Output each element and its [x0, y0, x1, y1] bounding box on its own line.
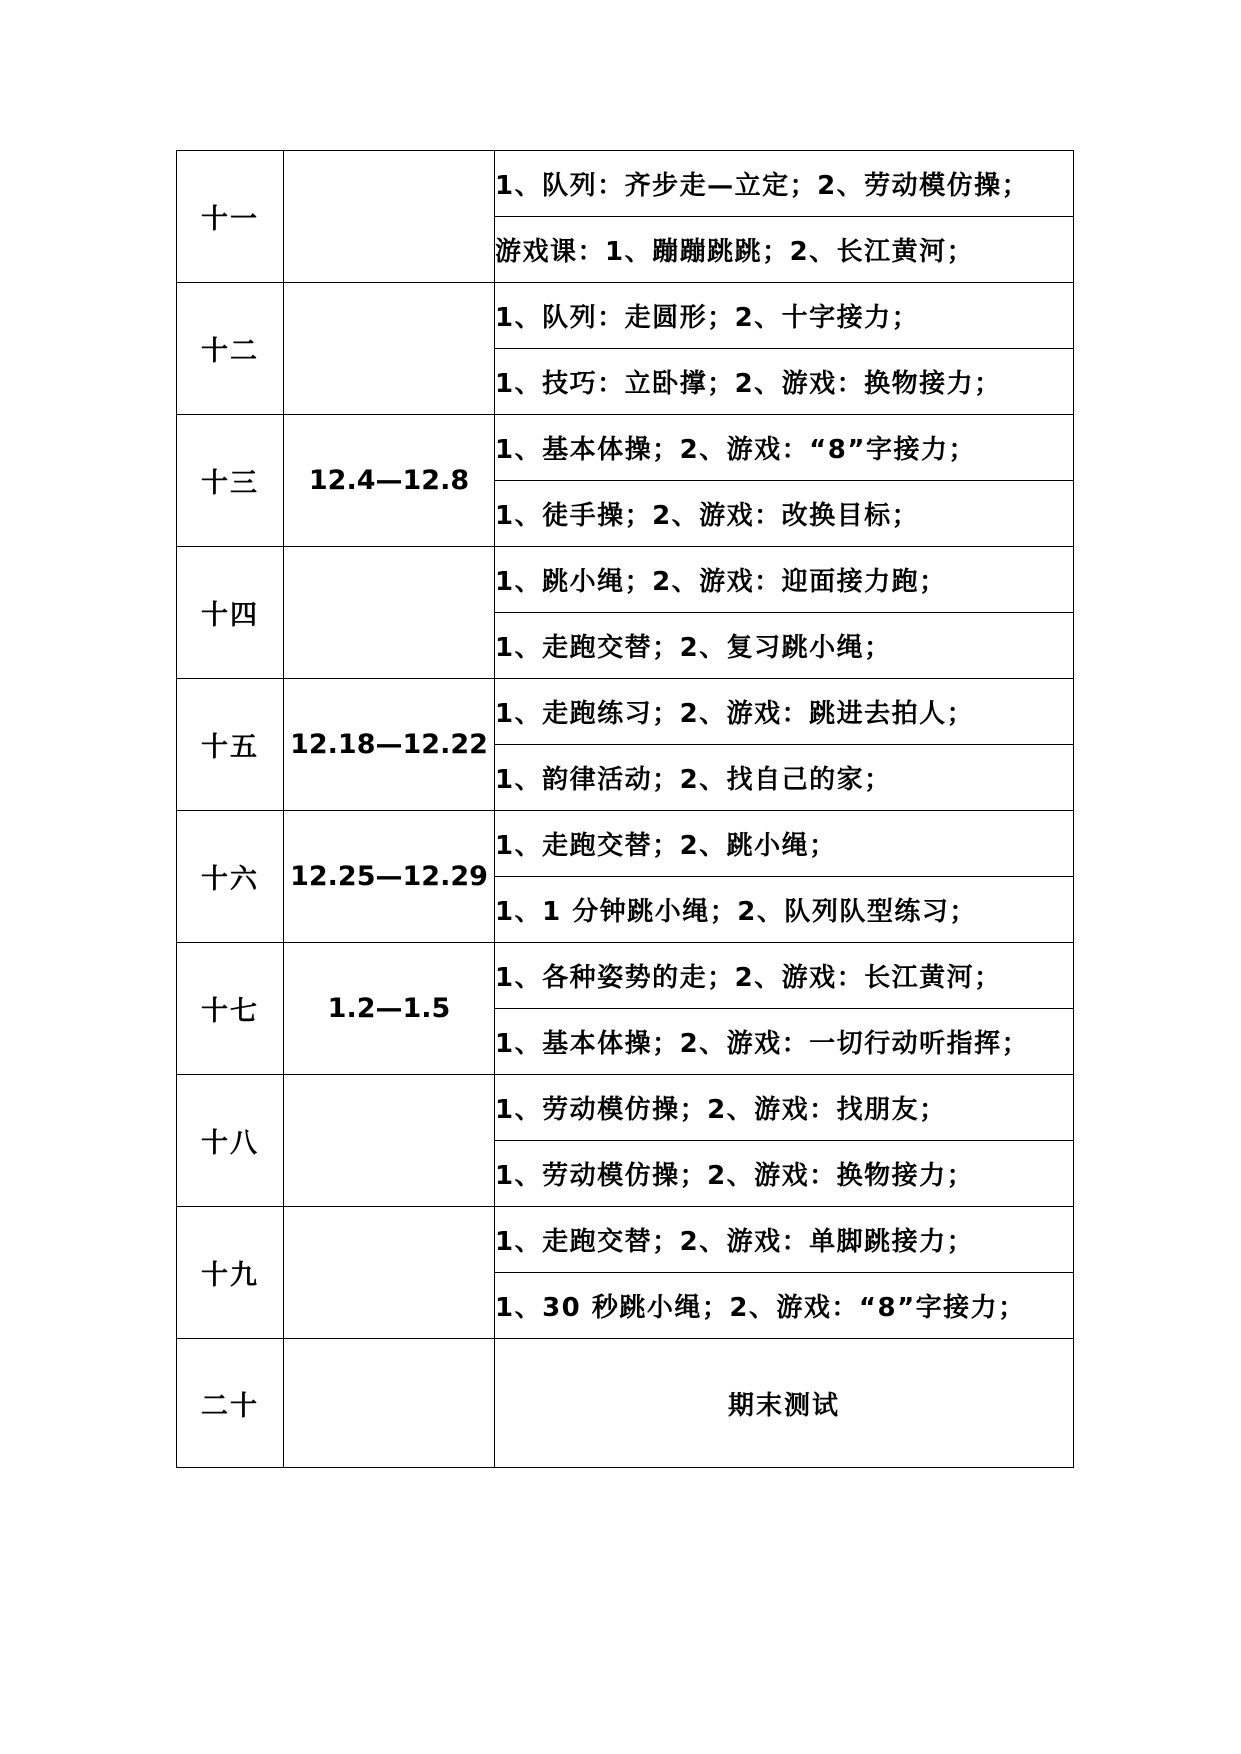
week-cell: 十八 [177, 1075, 284, 1207]
lesson-cell: 1、30 秒跳小绳；2、游戏：“8”字接力； [495, 1273, 1074, 1339]
date-cell: 12.4—12.8 [284, 415, 495, 547]
lesson-cell: 1、队列：走圆形；2、十字接力； [495, 283, 1074, 349]
lesson-cell: 1、徒手操；2、游戏：改换目标； [495, 481, 1074, 547]
lesson-cell: 1、基本体操；2、游戏：“8”字接力； [495, 415, 1074, 481]
lesson-cell: 1、走跑交替；2、游戏：单脚跳接力； [495, 1207, 1074, 1273]
week-cell: 十五 [177, 679, 284, 811]
lesson-cell: 1、各种姿势的走；2、游戏：长江黄河； [495, 943, 1074, 1009]
table-row [177, 811, 1074, 877]
week-cell: 十四 [177, 547, 284, 679]
week-cell: 十三 [177, 415, 284, 547]
lesson-cell: 1、技巧：立卧撑；2、游戏：换物接力； [495, 349, 1074, 415]
lesson-cell: 1、队列：齐步走—立定；2、劳动模仿操； [495, 151, 1074, 217]
date-cell [284, 283, 495, 415]
week-cell: 十九 [177, 1207, 284, 1339]
table-row [177, 1075, 1074, 1141]
week-cell: 二十 [177, 1339, 284, 1468]
date-cell [284, 547, 495, 679]
schedule-table [176, 150, 1074, 1468]
week-cell: 十七 [177, 943, 284, 1075]
schedule-body [177, 151, 1074, 1468]
date-cell [284, 151, 495, 283]
table-row [177, 1207, 1074, 1273]
week-cell: 十六 [177, 811, 284, 943]
final-exam-cell: 期末测试 [495, 1339, 1074, 1468]
lesson-cell: 1、基本体操；2、游戏：一切行动听指挥； [495, 1009, 1074, 1075]
table-row [177, 415, 1074, 481]
week-cell: 十二 [177, 283, 284, 415]
date-cell: 12.25—12.29 [284, 811, 495, 943]
table-row [177, 547, 1074, 613]
lesson-cell: 1、劳动模仿操；2、游戏：找朋友； [495, 1075, 1074, 1141]
week-cell: 十一 [177, 151, 284, 283]
lesson-cell: 游戏课：1、蹦蹦跳跳；2、长江黄河； [495, 217, 1074, 283]
lesson-cell: 1、劳动模仿操；2、游戏：换物接力； [495, 1141, 1074, 1207]
date-cell: 1.2—1.5 [284, 943, 495, 1075]
lesson-cell: 1、走跑练习；2、游戏：跳进去拍人； [495, 679, 1074, 745]
date-cell [284, 1207, 495, 1339]
table-row [177, 151, 1074, 217]
date-cell [284, 1075, 495, 1207]
date-cell: 12.18—12.22 [284, 679, 495, 811]
lesson-cell: 1、1 分钟跳小绳；2、队列队型练习； [495, 877, 1074, 943]
lesson-cell: 1、跳小绳；2、游戏：迎面接力跑； [495, 547, 1074, 613]
table-row [177, 679, 1074, 745]
final-exam-row [177, 1339, 1074, 1468]
lesson-cell: 1、走跑交替；2、跳小绳； [495, 811, 1074, 877]
date-cell [284, 1339, 495, 1468]
lesson-cell: 1、走跑交替；2、复习跳小绳； [495, 613, 1074, 679]
table-row [177, 943, 1074, 1009]
table-row [177, 283, 1074, 349]
lesson-cell: 1、韵律活动；2、找自己的家； [495, 745, 1074, 811]
